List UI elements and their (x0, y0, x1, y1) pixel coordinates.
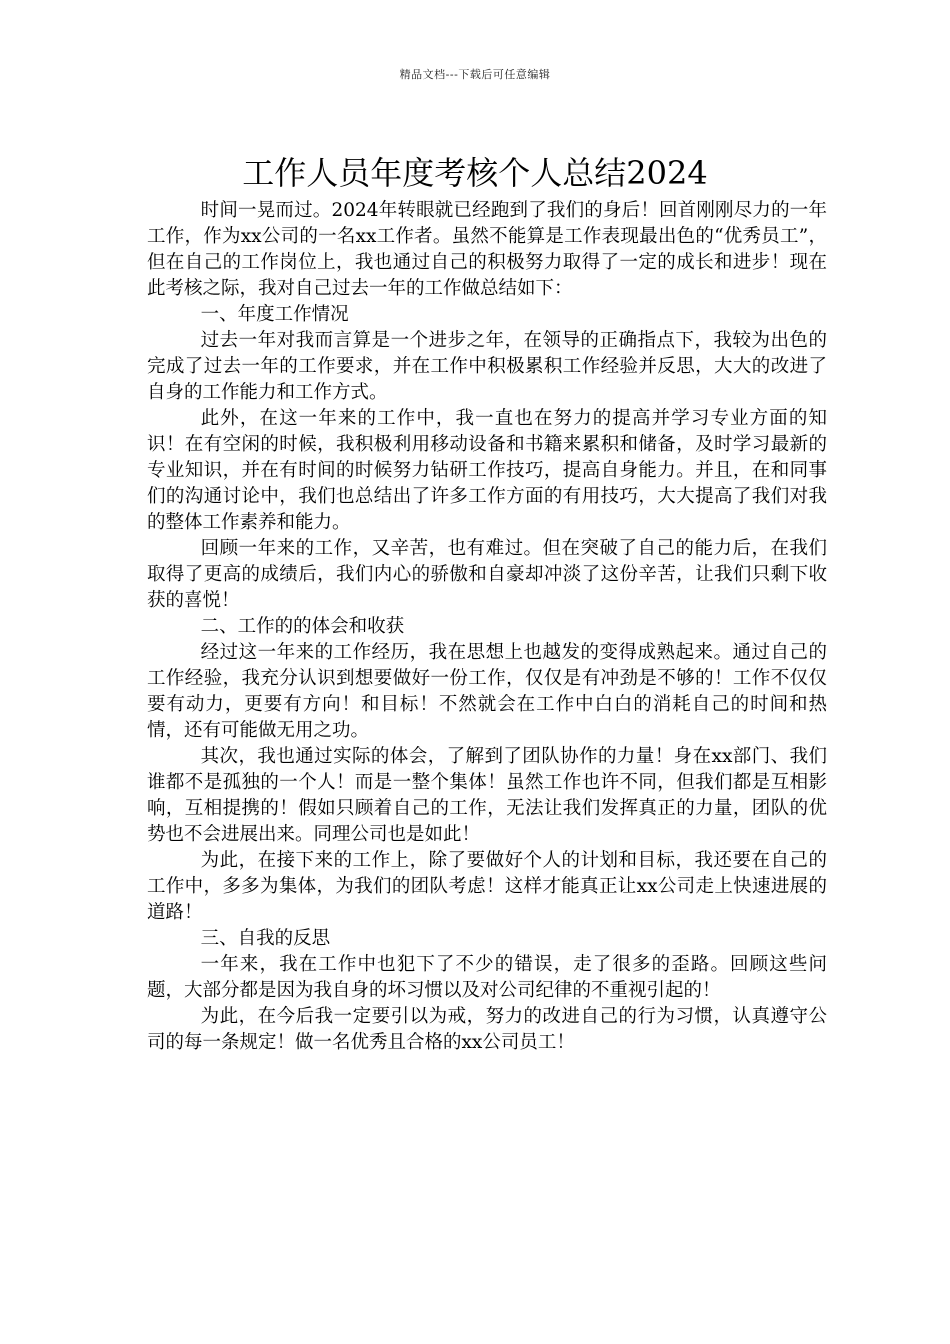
body-paragraph: 经过这一年来的工作经历，我在思想上也越发的变得成熟起来。通过自己的工作经验，我充分认识到想要做好一份工作，仅仅是有冲劲是不够的！工作不仅仅要有动力，更要有方向！和目标！不然就会在工作中白白的消耗自己的时间和热情，还有可能做无用之功。 (147, 642, 827, 741)
intro-paragraph: 时间一晃而过。2024年转眼就已经跑到了我们的身后！回首刚刚尽力的一年工作，作为xx公司的一名xx工作者。虽然不能算是工作表现最出色的“优秀员工”，但在自己的工作岗位上，我也通过自己的积极努力取得了一定的成长和进步！现在此考核之际，我对自己过去一年的工作做总结如下： (147, 200, 827, 299)
section-heading-reflection: 三、自我的反思 (200, 928, 331, 949)
body-paragraph: 过去一年对我而言算是一个进步之年，在领导的正确指点下，我较为出色的完成了过去一年的工作要求，并在工作中积极累积工作经验并反思，大大的改进了自身的工作能力和工作方式。 (147, 330, 827, 403)
body-paragraph: 回顾一年来的工作，又辛苦，也有难过。但在突破了自己的能力后，在我们取得了更高的成绩后，我们内心的骄傲和自豪却冲淡了这份辛苦，让我们只剩下收获的喜悦！ (147, 538, 827, 611)
body-paragraph: 一年来，我在工作中也犯下了不少的错误，走了很多的歪路。回顾这些问题，大部分都是因为我自身的坏习惯以及对公司纪律的不重视引起的！ (147, 954, 827, 1001)
body-paragraph: 为此，在接下来的工作上，除了要做好个人的计划和目标，我还要在自己的工作中，多多为集体，为我们的团队考虑！这样才能真正让xx公司走上快速进展的道路！ (147, 850, 827, 923)
section-heading-experience: 二、工作的的体会和收获 (200, 616, 405, 637)
document-body (147, 198, 827, 1056)
body-paragraph: 其次，我也通过实际的体会，了解到了团队协作的力量！身在xx部门、我们谁都不是孤独的一个人！而是一整个集体！虽然工作也许不同，但我们都是互相影响，互相提携的！假如只顾着自己的工作，无法让我们发挥真正的力量，团队的优势也不会进展出来。同理公司也是如此！ (147, 746, 827, 845)
document-title: 工作人员年度考核个人总结2024 (242, 154, 708, 193)
body-paragraph: 此外，在这一年来的工作中，我一直也在努力的提高并学习专业方面的知识！在有空闲的时候，我积极利用移动设备和书籍来累积和储备，及时学习最新的专业知识，并在有时间的时候努力钻研工作技巧，提高自身能力。并且，在和同事们的沟通讨论中，我们也总结出了许多工作方面的有用技巧，大大提高了我们对我的整体工作素养和能力。 (147, 408, 827, 533)
header-note: 精品文档---下载后可任意编辑 (399, 68, 551, 81)
body-paragraph: 为此，在今后我一定要引以为戒，努力的改进自己的行为习惯，认真遵守公司的每一条规定！做一名优秀且合格的xx公司员工！ (147, 1006, 827, 1053)
section-heading-annual-work: 一、年度工作情况 (200, 304, 349, 325)
